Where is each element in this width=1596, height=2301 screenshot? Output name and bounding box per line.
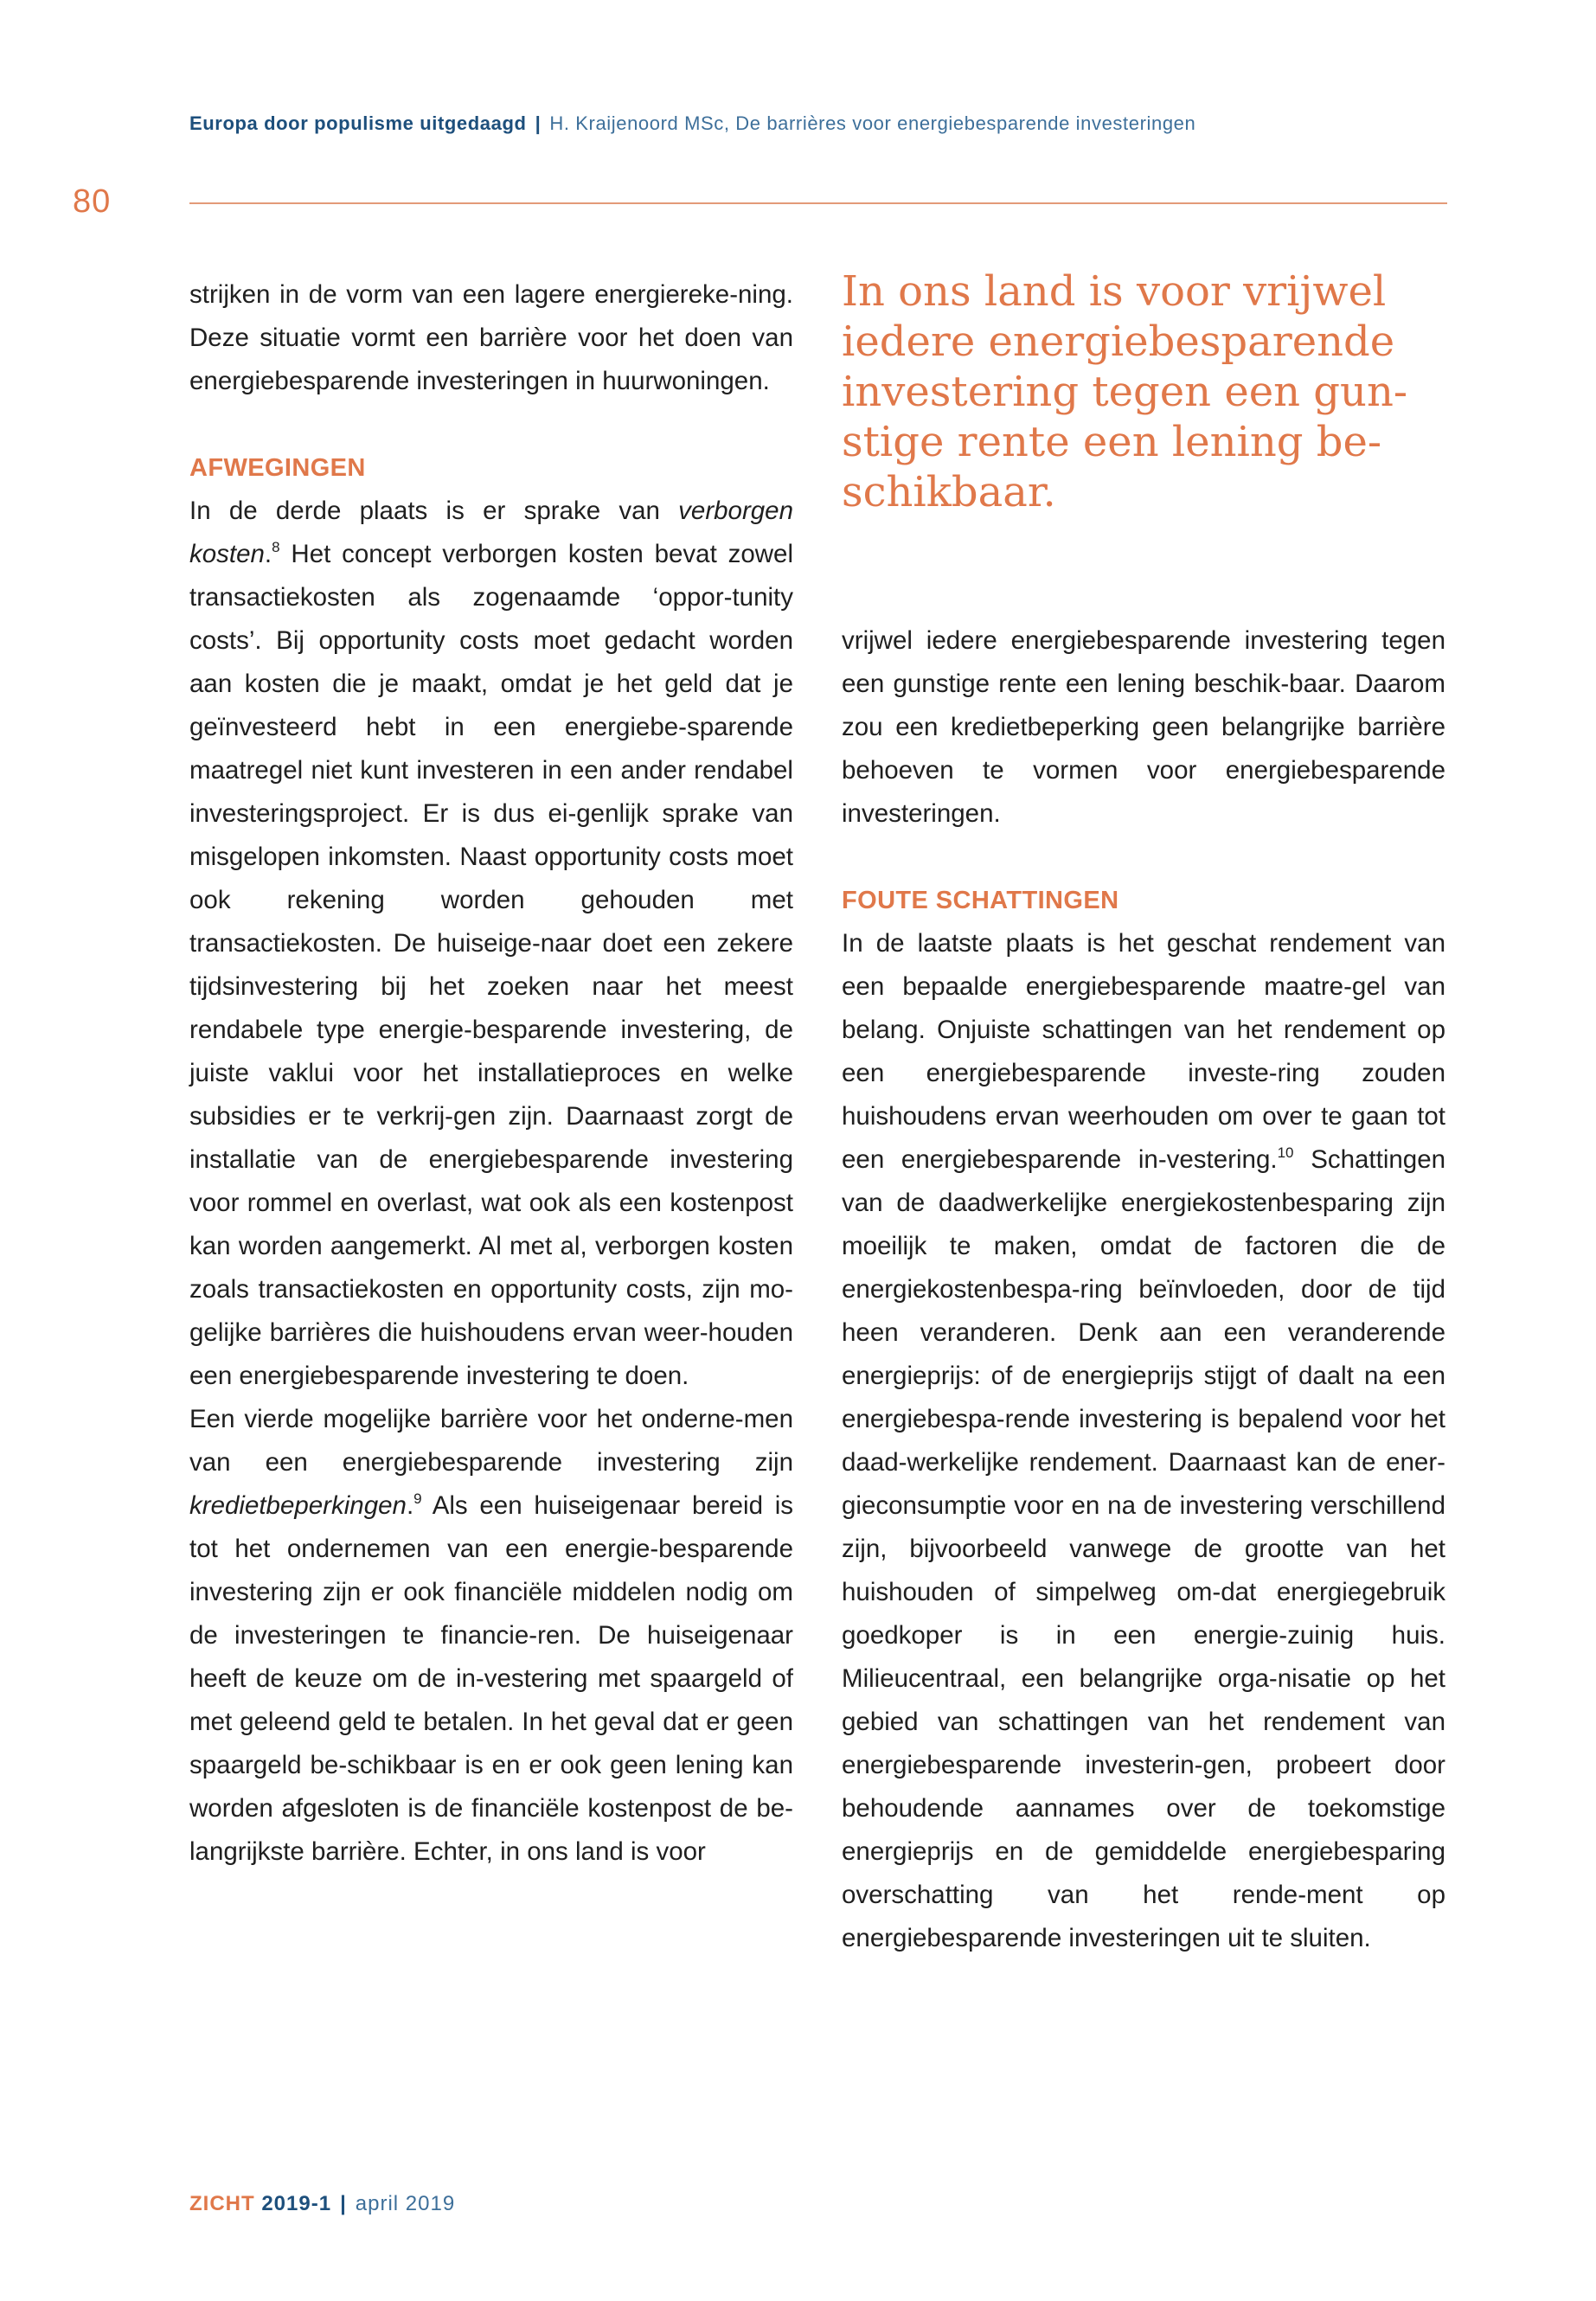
footnote-ref-10: 10 [1277, 1144, 1294, 1161]
issue-number: 2019-1 [261, 2192, 332, 2215]
header-separator: | [535, 112, 542, 134]
left-column [189, 273, 793, 1874]
publication-title: Europa door populisme uitgedaagd [189, 112, 527, 134]
section-heading-afwegingen: AFWEGINGEN [189, 454, 366, 482]
emphasis-verborgen-kosten: verborgen kosten [189, 497, 793, 568]
footnote-ref-8: 8 [272, 539, 280, 555]
footnote-ref-9: 9 [413, 1490, 422, 1507]
issue-date: april 2019 [355, 2192, 456, 2215]
emphasis-kredietbeperkingen: kredietbeperkingen [189, 1491, 407, 1520]
footer-separator: | [340, 2192, 347, 2215]
left-paragraph-3: Een vierde mogelijke barrière voor het onderne-men van een energiebesparende investering zijn kredietbeperkingen.$^9$ Als een huiseigenaar bereid is tot het ondernemen van een energie-besparende investering zijn er ook financiële middelen nodig om de investeringen te financie-ren. De huiseigenaar heeft de keuze om de in-vestering met spaargeld of met geleend geld te betalen. In het geval dat er geen spaargeld be-schikbaar is en er ook geen lening kan worden afgesloten is de financiële kostenpost de be-langrijkste barrière. Echter, in ons land is voor [189, 1405, 793, 1866]
pull-quote: In ons land is voor vrijwel iedere energiebesparende investering tegen een gun-stige rente een lening be-schikbaar. [842, 267, 1408, 516]
header-rule [189, 202, 1447, 204]
page-footer [189, 2192, 455, 2216]
left-paragraph-2: In de derde plaats is er sprake van verborgen kosten.$^8$ Het concept verborgen kosten bevat zowel transactiekosten als zogenaamde ‘oppor-tunity costs’. Bij opportunity costs moet gedacht worden aan kosten die je maakt, omdat je het geld dat je geïnvesteerd hebt in een energiebe-sparende maatregel niet kunt investeren in een ander rendabel investeringsproject. Er is dus ei-genlijk sprake van misgelopen inkomsten. Naast opportunity costs moet ook rekening worden gehouden met transactiekosten. De huiseige-naar doet een zekere tijdsinvestering bij het zoeken naar het meest rendabele type energie-besparende investering, de juiste vaklui voor het installatieproces en welke subsidies er te verkrij-gen zijn. Daarnaast zorgt de installatie van de energiebesparende investering voor rommel en overlast, wat ook als een kostenpost kan worden aangemerkt. Al met al, verborgen kosten zoals transactiekosten en opportunity costs, zijn mo-gelijke barrières die huishoudens ervan weer-houden een energiebesparende investering te doen. [189, 497, 793, 1390]
running-header [189, 112, 1195, 135]
magazine-name: ZICHT [189, 2192, 255, 2215]
page-number: 80 [73, 183, 112, 220]
left-paragraph-1: strijken in de vorm van een lagere energiereke-ning. Deze situatie vormt een barrière voor het doen van energiebesparende investeringen in huurwoningen. [189, 280, 793, 395]
right-column [842, 619, 1445, 1960]
right-paragraph-1: vrijwel iedere energiebesparende investering tegen een gunstige rente een lening beschik-baar. Daarom zou een kredietbeperking geen belangrijke barrière behoeven te vormen voor energiebesparende investeringen. [842, 626, 1445, 828]
right-paragraph-2: In de laatste plaats is het geschat rendement van een bepaalde energiebesparende maatre-gel van belang. Onjuiste schattingen van het rendement op een energiebesparende investe-ring zouden huishoudens ervan weerhouden om over te gaan tot een energiebesparende in-vestering.$^{10}$ Schattingen van de daadwerkelijke energiekostenbesparing zijn moeilijk te maken, omdat de factoren die de energiekostenbespa-ring beïnvloeden, door de tijd heen veranderen. Denk aan een veranderende energieprijs: of de energieprijs stijgt of daalt na een energiebespa-rende investering is bepalend voor het daad-werkelijke rendement. Daarnaast kan de ener-gieconsumptie voor en na de investering verschillend zijn, bijvoorbeeld vanwege de grootte van het huishouden of simpelweg om-dat energiegebruik goedkoper is in een energie-zuinig huis. Milieucentraal, een belangrijke orga-nisatie op het gebied van schattingen van het rendement van energiebesparende investerin-gen, probeert door behoudende aannames over de toekomstige energieprijs en de gemiddelde energiebesparing overschatting van het rende-ment op energiebesparende investeringen uit te sluiten. [842, 929, 1446, 1952]
section-heading-foute-schattingen: FOUTE SCHATTINGEN [842, 887, 1119, 914]
article-byline: H. Kraijenoord MSc, De barrières voor energiebesparende investeringen [549, 112, 1196, 134]
